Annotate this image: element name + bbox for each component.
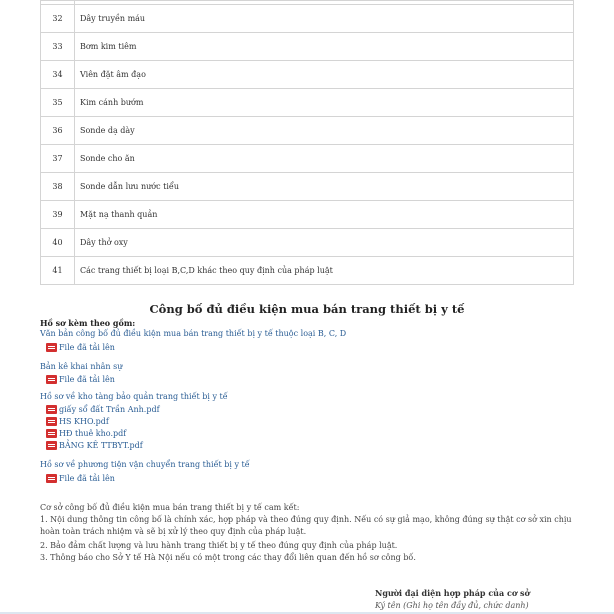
device-name: Kim cánh bướm [75,89,574,117]
file-link[interactable]: HS KHO.pdf [59,416,109,426]
table-row [41,61,574,89]
device-name: Dây truyền máu [75,5,574,33]
device-name: Các trang thiết bị loại B,C,D khác theo quy định của pháp luật [75,257,574,285]
signature-title: Người đại diện hợp pháp của cơ sở [375,588,530,598]
row-number: 33 [41,33,75,61]
file-link[interactable]: File đã tải lên [59,342,115,352]
pdf-icon [46,429,57,438]
file-item[interactable] [46,374,115,384]
table-row [41,257,574,285]
row-number: 37 [41,145,75,173]
table-row [41,5,574,33]
device-name: Viên đặt âm đạo [75,61,574,89]
file-item[interactable] [46,404,160,414]
row-number: 34 [41,61,75,89]
commitment-intro: Cơ sở công bố đủ điều kiện mua bán trang thiết bị y tế cam kết: [40,503,300,512]
attachment-group-link[interactable]: Hồ sơ về kho tàng bảo quản trang thiết bị y tế [40,392,228,401]
row-number: 41 [41,257,75,285]
pdf-icon [46,417,57,426]
file-item[interactable] [46,342,115,352]
row-number: 35 [41,89,75,117]
file-link[interactable]: HĐ thuê kho.pdf [59,428,127,438]
pdf-icon [46,375,57,384]
table-row [41,201,574,229]
commitment-item: 2. Bảo đảm chất lượng và lưu hành trang thiết bị y tế theo đúng quy định của pháp luật. [40,541,398,550]
table-row [41,173,574,201]
device-name: Bơm kim tiêm [75,33,574,61]
table-row [41,33,574,61]
section-title: Công bố đủ điều kiện mua bán trang thiết bị y tế [149,302,465,316]
attachment-group-link[interactable]: Hồ sơ về phương tiện vận chuyển trang thiết bị y tế [40,460,250,469]
signature-subtitle: Ký tên (Ghi họ tên đầy đủ, chức danh) [375,601,529,610]
commitment-item: 1. Nội dung thông tin công bố là chính xác, hợp pháp và theo đúng quy định. Nếu có sự giả mạo, không đúng sự thật cơ sở xin chịu hoàn toàn trách nhiệm và sẽ bị xử lý theo quy định của pháp luật. [40,515,572,536]
device-name: Sonde dạ dày [75,117,574,145]
file-item[interactable] [46,416,109,426]
row-number: 40 [41,229,75,257]
device-name: Dây thở oxy [75,229,574,257]
device-name: Sonde cho ăn [75,145,574,173]
file-link[interactable]: File đã tải lên [59,473,115,483]
pdf-icon [46,474,57,483]
file-item[interactable] [46,473,115,483]
table-row [41,229,574,257]
table-row [41,145,574,173]
pdf-icon [46,405,57,414]
row-number: 32 [41,5,75,33]
row-number: 38 [41,173,75,201]
attachment-group-link[interactable]: Bản kê khai nhân sự [40,362,123,371]
attachment-group-link[interactable]: Văn bản công bố đủ điều kiện mua bán trang thiết bị y tế thuộc loại B, C, D [40,329,347,338]
row-number: 39 [41,201,75,229]
file-link[interactable]: File đã tải lên [59,374,115,384]
file-link[interactable]: giấy sổ đất Trần Anh.pdf [59,404,160,414]
file-item[interactable] [46,428,126,438]
device-name: Mặt nạ thanh quản [75,201,574,229]
pdf-icon [46,343,57,352]
file-link[interactable]: BẢNG KÊ TTBYT.pdf [59,440,143,450]
table-row [41,89,574,117]
table-row [41,117,574,145]
file-item[interactable] [46,440,143,450]
device-name: Sonde dẫn lưu nước tiểu [75,173,574,201]
attachments-heading: Hồ sơ kèm theo gồm: [40,318,136,328]
pdf-icon [46,441,57,450]
commitment-item: 3. Thông báo cho Sở Y tế Hà Nội nếu có một trong các thay đổi liên quan đến hồ sơ công bố. [40,553,416,562]
device-table [40,0,574,285]
row-number: 36 [41,117,75,145]
